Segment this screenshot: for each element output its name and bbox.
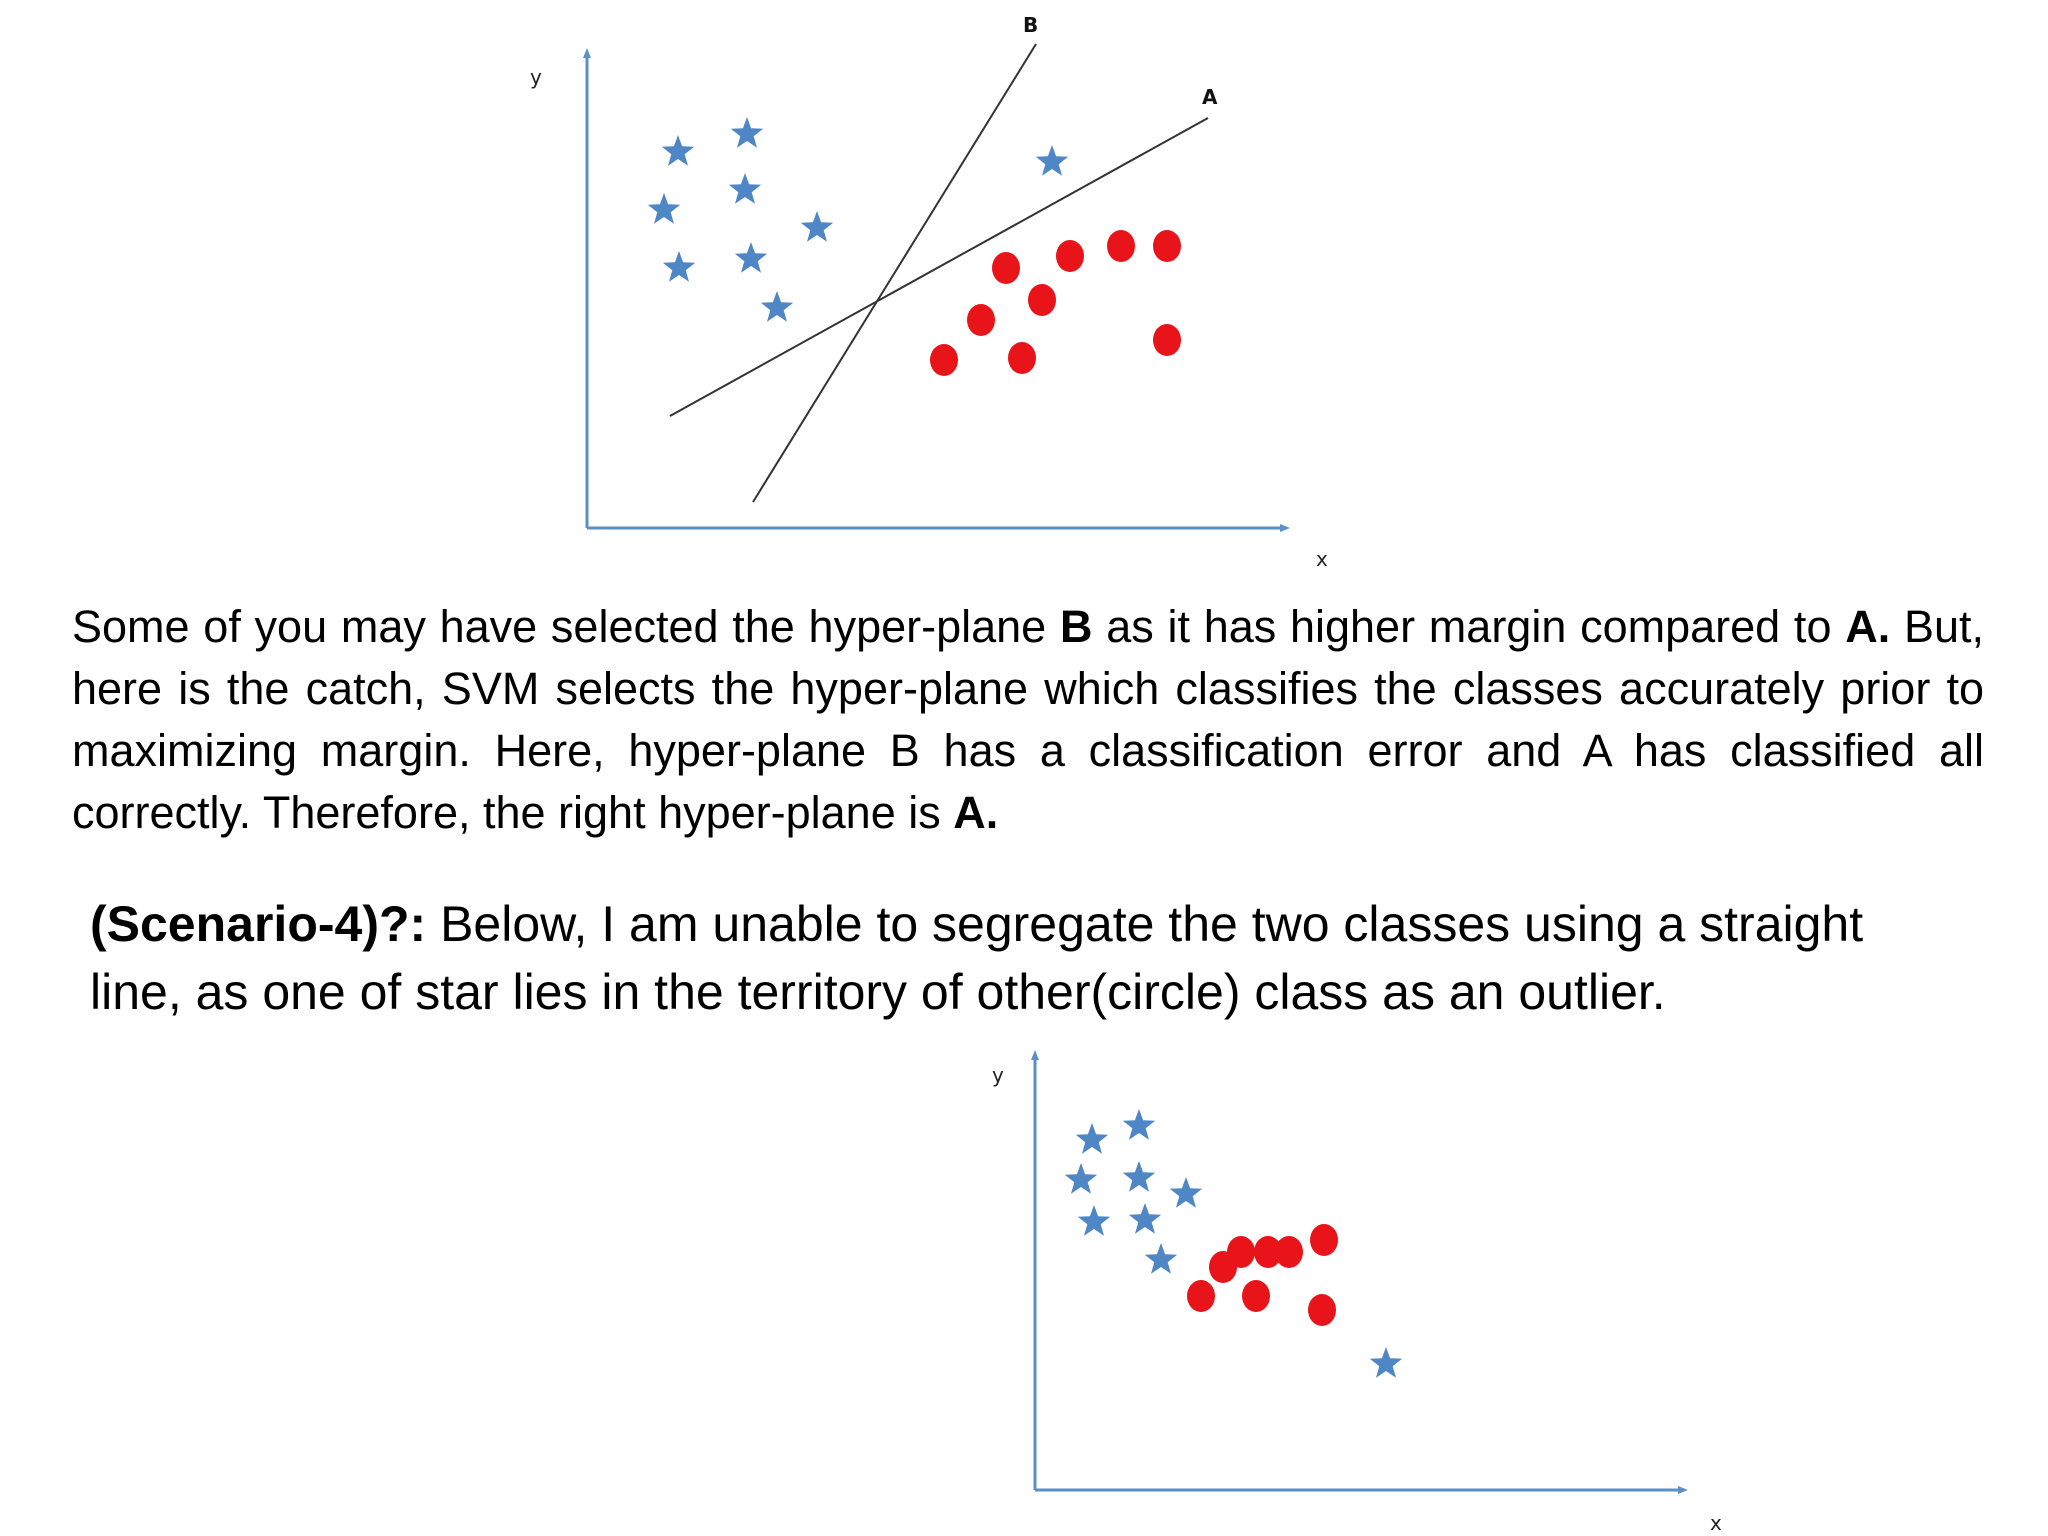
star-icon bbox=[1078, 1205, 1110, 1236]
markers bbox=[1065, 1109, 1402, 1378]
star-icon bbox=[801, 211, 833, 242]
star-icon bbox=[1036, 145, 1068, 176]
markers bbox=[648, 117, 1181, 376]
bold-term: A. bbox=[1845, 601, 1891, 652]
star-icon bbox=[1370, 1347, 1402, 1378]
x-axis-label: x bbox=[1710, 1511, 1722, 1535]
hyperplane-b-label: B bbox=[1023, 13, 1039, 37]
y-axis-label: y bbox=[992, 1063, 1004, 1087]
star-icon bbox=[761, 291, 793, 322]
scenario-paragraph bbox=[90, 890, 1956, 1026]
paragraph-text: as it has higher margin compared to bbox=[1092, 601, 1846, 652]
circle-icon bbox=[1153, 324, 1181, 356]
star-icon bbox=[1065, 1163, 1097, 1194]
circle-icon bbox=[1153, 230, 1181, 262]
star-icon bbox=[1129, 1203, 1161, 1234]
circle-icon bbox=[1275, 1236, 1303, 1268]
star-icon bbox=[1170, 1177, 1202, 1208]
explanation-paragraph bbox=[72, 596, 1984, 844]
axes bbox=[530, 48, 1328, 571]
x-axis-arrow-icon bbox=[1678, 1486, 1688, 1494]
x-axis-label: x bbox=[1316, 547, 1328, 571]
circle-icon bbox=[967, 304, 995, 336]
star-icon bbox=[1145, 1243, 1177, 1274]
circle-icon bbox=[1107, 230, 1135, 262]
y-axis-arrow-icon bbox=[583, 48, 591, 58]
circle-icon bbox=[992, 252, 1020, 284]
circle-icon bbox=[1310, 1224, 1338, 1256]
star-icon bbox=[731, 117, 763, 148]
star-icon bbox=[648, 193, 680, 224]
circle-icon bbox=[1227, 1236, 1255, 1268]
paragraph-text: Below, I am unable to segregate the two classes using a straight line, as one of star lies in the territory of other(circle) class as an outlier. bbox=[90, 896, 1864, 1020]
hyperplane-a-label: A bbox=[1202, 85, 1218, 109]
star-icon bbox=[663, 251, 695, 282]
circle-icon bbox=[1308, 1294, 1336, 1326]
bold-term: A. bbox=[953, 787, 999, 838]
star-icon bbox=[1123, 1161, 1155, 1192]
star-icon bbox=[729, 173, 761, 204]
scenario-heading: (Scenario-4)?: bbox=[90, 896, 427, 952]
paragraph-text: But, here is the catch, SVM selects the hyper-plane which classifies the classes accurately prior to maximizing margin. Here, hyper-plane B has a classification error and A has classified all correctly. Therefore, the right hyper-plane is bbox=[72, 601, 1984, 838]
x-axis-arrow-icon bbox=[1280, 524, 1290, 532]
bold-term: B bbox=[1059, 601, 1093, 652]
circle-icon bbox=[1056, 240, 1084, 272]
axes bbox=[992, 1050, 1722, 1535]
circle-icon bbox=[1187, 1280, 1215, 1312]
y-axis-arrow-icon bbox=[1031, 1050, 1039, 1060]
circle-icon bbox=[1242, 1280, 1270, 1312]
star-icon bbox=[735, 242, 767, 273]
figure-hyperplanes-a-b bbox=[520, 0, 1328, 580]
star-icon bbox=[1076, 1123, 1108, 1154]
figure-outlier-scenario bbox=[960, 1040, 1740, 1536]
star-icon bbox=[662, 135, 694, 166]
circle-icon bbox=[1008, 342, 1036, 374]
y-axis-label: y bbox=[530, 65, 542, 89]
circle-icon bbox=[1028, 284, 1056, 316]
paragraph-text: Some of you may have selected the hyper-plane bbox=[72, 601, 1060, 652]
star-icon bbox=[1123, 1109, 1155, 1140]
circle-icon bbox=[930, 344, 958, 376]
